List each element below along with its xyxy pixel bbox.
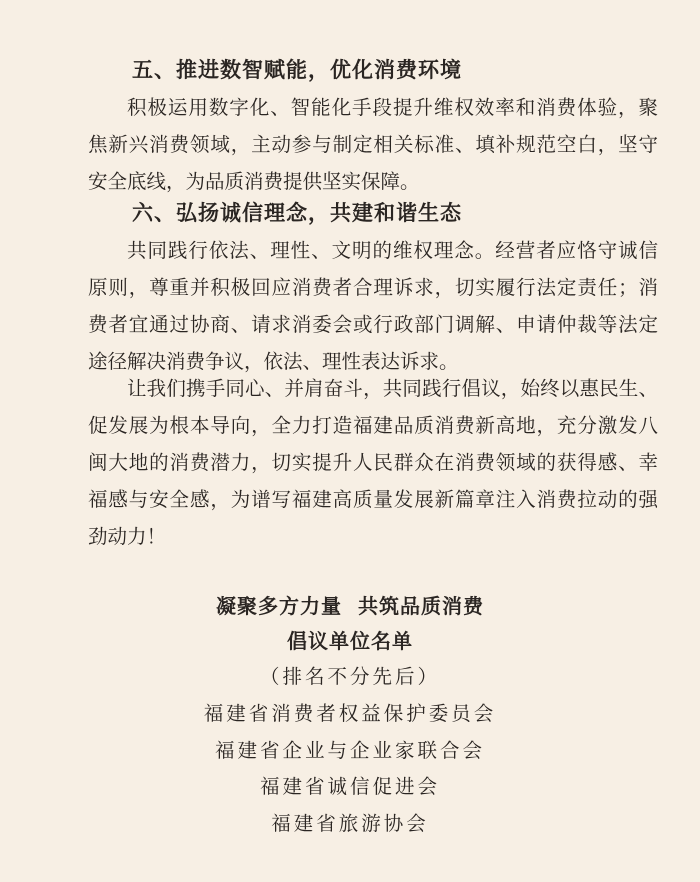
- paragraph-line: 共同践行依法、理性、文明的维权理念。经营者应恪守诚信: [127, 239, 658, 262]
- paragraph-line: 焦新兴消费领域，主动参与制定相关标准、填补规范空白，坚守: [88, 133, 658, 156]
- section-heading-5: 五、推进数智赋能，优化消费环境: [132, 58, 462, 82]
- paragraph-line: 闽大地的消费潜力，切实提升人民群众在消费领域的获得感、幸: [88, 451, 658, 474]
- paragraph-line: 原则，尊重并积极回应消费者合理诉求，切实履行法定责任；消: [88, 276, 658, 299]
- signatory-subtitle: 倡议单位名单: [287, 629, 413, 653]
- section-paragraph-6: [88, 232, 658, 380]
- paragraph-line: 积极运用数字化、智能化手段提升维权效率和消费体验，聚: [127, 96, 658, 119]
- paragraph-line: 劲动力！: [88, 525, 167, 548]
- signatory-unit: 福建省企业与企业家联合会: [214, 739, 485, 762]
- paragraph-line: 途径解决消费争议，依法、理性表达诉求。: [88, 350, 459, 373]
- closing-paragraph: [88, 370, 658, 555]
- paragraph-line: 促发展为根本导向，全力打造福建品质消费新高地，充分激发八: [88, 414, 658, 437]
- ranking-note: （排名不分先后）: [259, 665, 440, 688]
- paragraph-line: 让我们携手同心、并肩奋斗，共同践行倡议，始终以惠民生、: [127, 377, 658, 400]
- section-heading-6: 六、弘扬诚信理念，共建和谐生态: [132, 201, 462, 225]
- signatory-unit: 福建省诚信促进会: [259, 775, 440, 798]
- signatory-title: 凝聚多方力量 共筑品质消费: [216, 594, 484, 618]
- signatory-unit: 福建省旅游协会: [271, 812, 429, 835]
- paragraph-line: 费者宜通过协商、请求消委会或行政部门调解、申请仲裁等法定: [88, 313, 658, 336]
- section-paragraph-5: [88, 89, 658, 200]
- paragraph-line: 安全底线，为品质消费提供坚实保障。: [88, 170, 420, 193]
- paragraph-line: 福感与安全感，为谱写福建高质量发展新篇章注入消费拉动的强: [88, 488, 658, 511]
- signatory-unit: 福建省消费者权益保护委员会: [203, 702, 497, 725]
